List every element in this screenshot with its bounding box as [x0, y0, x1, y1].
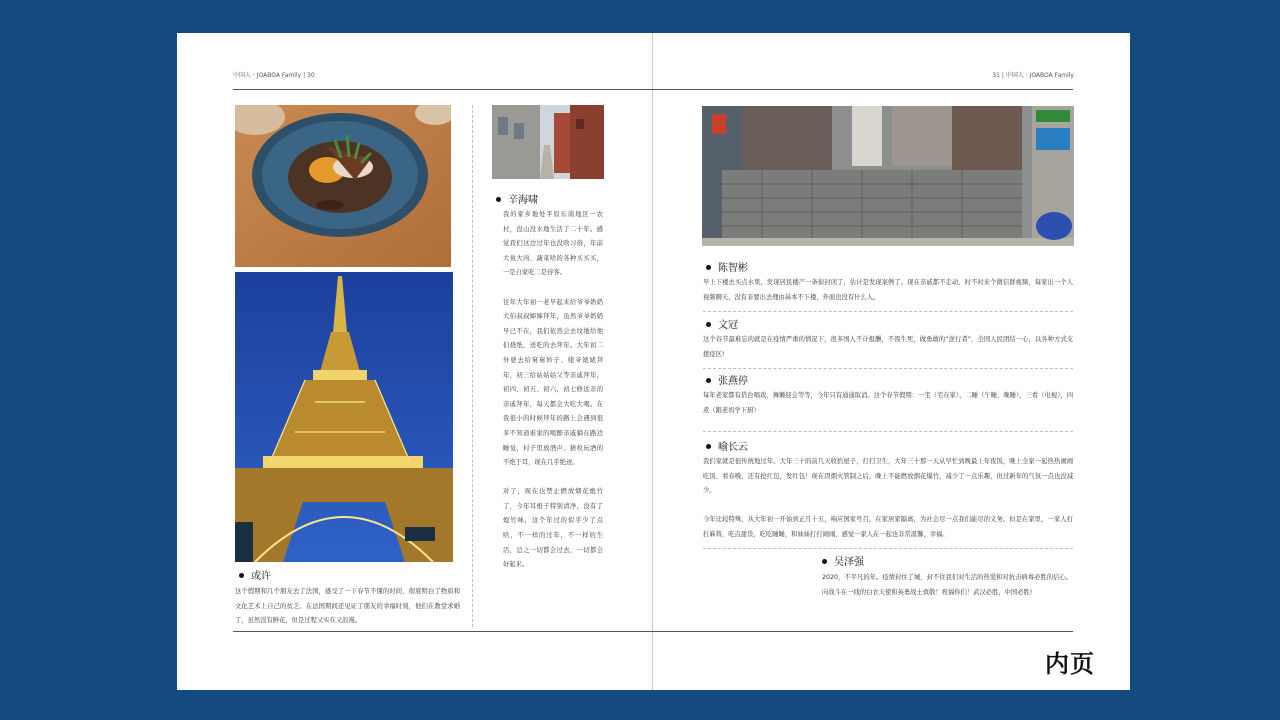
food-photo-illustration	[235, 105, 451, 267]
section-name-text: 陈智彬	[718, 263, 748, 274]
eiffel-tower-illustration	[235, 272, 453, 562]
section-name-wenguan	[706, 320, 738, 332]
left-header-title: 中国人 · JOABOA Family	[233, 72, 302, 79]
column-divider	[472, 105, 473, 627]
bullet-icon	[706, 444, 711, 449]
header-rule	[233, 89, 1073, 90]
bullet-icon	[706, 322, 711, 327]
bullet-icon	[822, 559, 827, 564]
footer-rule	[233, 631, 1073, 632]
section-divider	[703, 368, 1073, 369]
blocked-street-illustration	[702, 106, 1074, 246]
section-divider	[703, 548, 1073, 549]
food-photo	[235, 105, 451, 267]
bullet-icon	[706, 265, 711, 270]
section-name-wuzeqiang	[822, 557, 864, 569]
section-name-text: 或许	[251, 571, 271, 582]
section-name-text: 张燕停	[718, 376, 748, 387]
bullet-icon	[496, 197, 501, 202]
section-divider	[703, 311, 1073, 312]
section-text-xinhaixiao: 我的家乡地处平原东南地区一农村，没山没水地生活了二十年。感觉我们这边过年也没啥习俗，年前大鱼大肉、蔬菜啥的各种买买买，一是自家吃二是待客。 往年大年初一老早起来给爷爷奶奶大伯叔叔婶婶拜年，虽然爷爷奶奶早已不在，我们依然会去坟地给他们烧纸，送吃的去拜年。大年初二外婆去给舅舅妗子、姥爷姥姥拜年，初三给姑姑姑父等亲戚拜年，初四、初五、初六，初七修远亲的亲戚拜年，每天都会大吃大喝。在我很小的时候拜年的路上会遇到很多不知道谁家的喝醉亲戚躺在路边睡觉，村子里放酒声、猜枚玩酒的不绝于耳，现在几乎绝迹。 对了，现在也禁止燃放烟花炮竹了，今年耳根子特别清净，没有了炮竹味，这个年过的似乎少了点啥，不一样的过年，不一样的生活，总之一切都会过去，一切都会好起来。	[503, 211, 603, 569]
section-divider	[703, 431, 1073, 432]
alley-illustration	[492, 105, 604, 179]
magazine-spread	[177, 33, 1130, 690]
section-name-text: 吴泽强	[834, 557, 864, 568]
section-name-text: 喻长云	[718, 442, 748, 453]
left-running-header: 中国人 · JOABOA Family | 30	[233, 72, 315, 79]
right-header-title: 中国人 · JOABOA Family	[1005, 72, 1074, 79]
section-name-text: 文冠	[718, 320, 738, 331]
section-text-zhangyanting: 每年老家都有搭台唱戏，舞狮迎会等等，今年只有通通取消。这个春节假期：一宅（宅在家），二睡（午睡，晚睡），三看（电视），四煮（跟老妈学下厨）	[703, 392, 1073, 414]
eiffel-tower-photo	[235, 272, 453, 562]
inner-page-label: 内页	[1045, 650, 1095, 678]
left-page-number: 30	[307, 72, 315, 79]
section-name-text: 辛海啸	[508, 195, 538, 206]
section-text-chenzhibin: 早上下楼去买点水果，发现居民楼产一条街封闭了，估计是发现案例了。现在亲戚都不走动，时不时来个微信群视频，每家出一个人视频聊天，没有非要出去理由基本不下楼，外面也没有什么人。	[703, 279, 1073, 301]
bullet-icon	[239, 573, 244, 578]
section-name-xinhaixiao	[496, 195, 538, 207]
blocked-street-photo	[702, 106, 1074, 246]
section-name-yuchangyun	[706, 442, 748, 454]
section-text-wenguan: 这个春节最难忘的就是在疫情严重的情况下，很多国人不计报酬，不畏生死，做勇敢的“逆行者”，全国人民团结一心，以各种方式支援疫区!	[703, 336, 1073, 358]
section-text-huoxu: 这个假期和几个朋友去了法国，感受了一下春节不懂的时间，彻底明白了物质和文化艺术上自己的贫乏。在法国期间还见证了朋友的幸福时刻，他们在教堂求婚了，虽然没有鲜花，但是过程又实在又浪漫。	[235, 588, 460, 625]
section-name-huoxu	[239, 571, 271, 583]
section-name-zhangyanting	[706, 376, 748, 388]
right-running-header: 31 | 中国人 · JOABOA Family	[992, 72, 1074, 79]
bullet-icon	[706, 378, 711, 383]
alley-photo	[492, 105, 604, 179]
section-name-chenzhibin	[706, 263, 748, 275]
right-page-number: 31	[992, 72, 1000, 79]
section-text-wuzeqiang: 2020，不平凡的年。疫情封住了城，封不住我们对生活的热爱和对抗击病毒必胜的信心。向战斗在一线的白衣天使和英勇战士致敬！祝福你们！武汉必胜，中国必胜!	[822, 574, 1072, 596]
section-text-yuchangyun: 我们家就是很传统地过年。大年三十的前几天收拾屋子，打扫卫生，大年三十那一天从早忙到晚最上年夜饭，晚上全家一起热热闹闹吃饭、看春晚，还有抢红包，发红包！现在因烟火管制之后，晚上不能燃放烟花爆竹，减少了一点乐趣，但过新年的气氛一点也没减少。 今年比较特殊，从大年初一开始到正月十五，响应国家号召，在家居家隔离，为社会尽一点我们能尽的义务。但是在家里，一家人打打麻将，吃点甜货，吃吃睡睡，和妹妹打打闹闹，感觉一家人在一起也非常温馨，幸福。	[703, 458, 1073, 538]
page-gutter	[652, 33, 653, 690]
